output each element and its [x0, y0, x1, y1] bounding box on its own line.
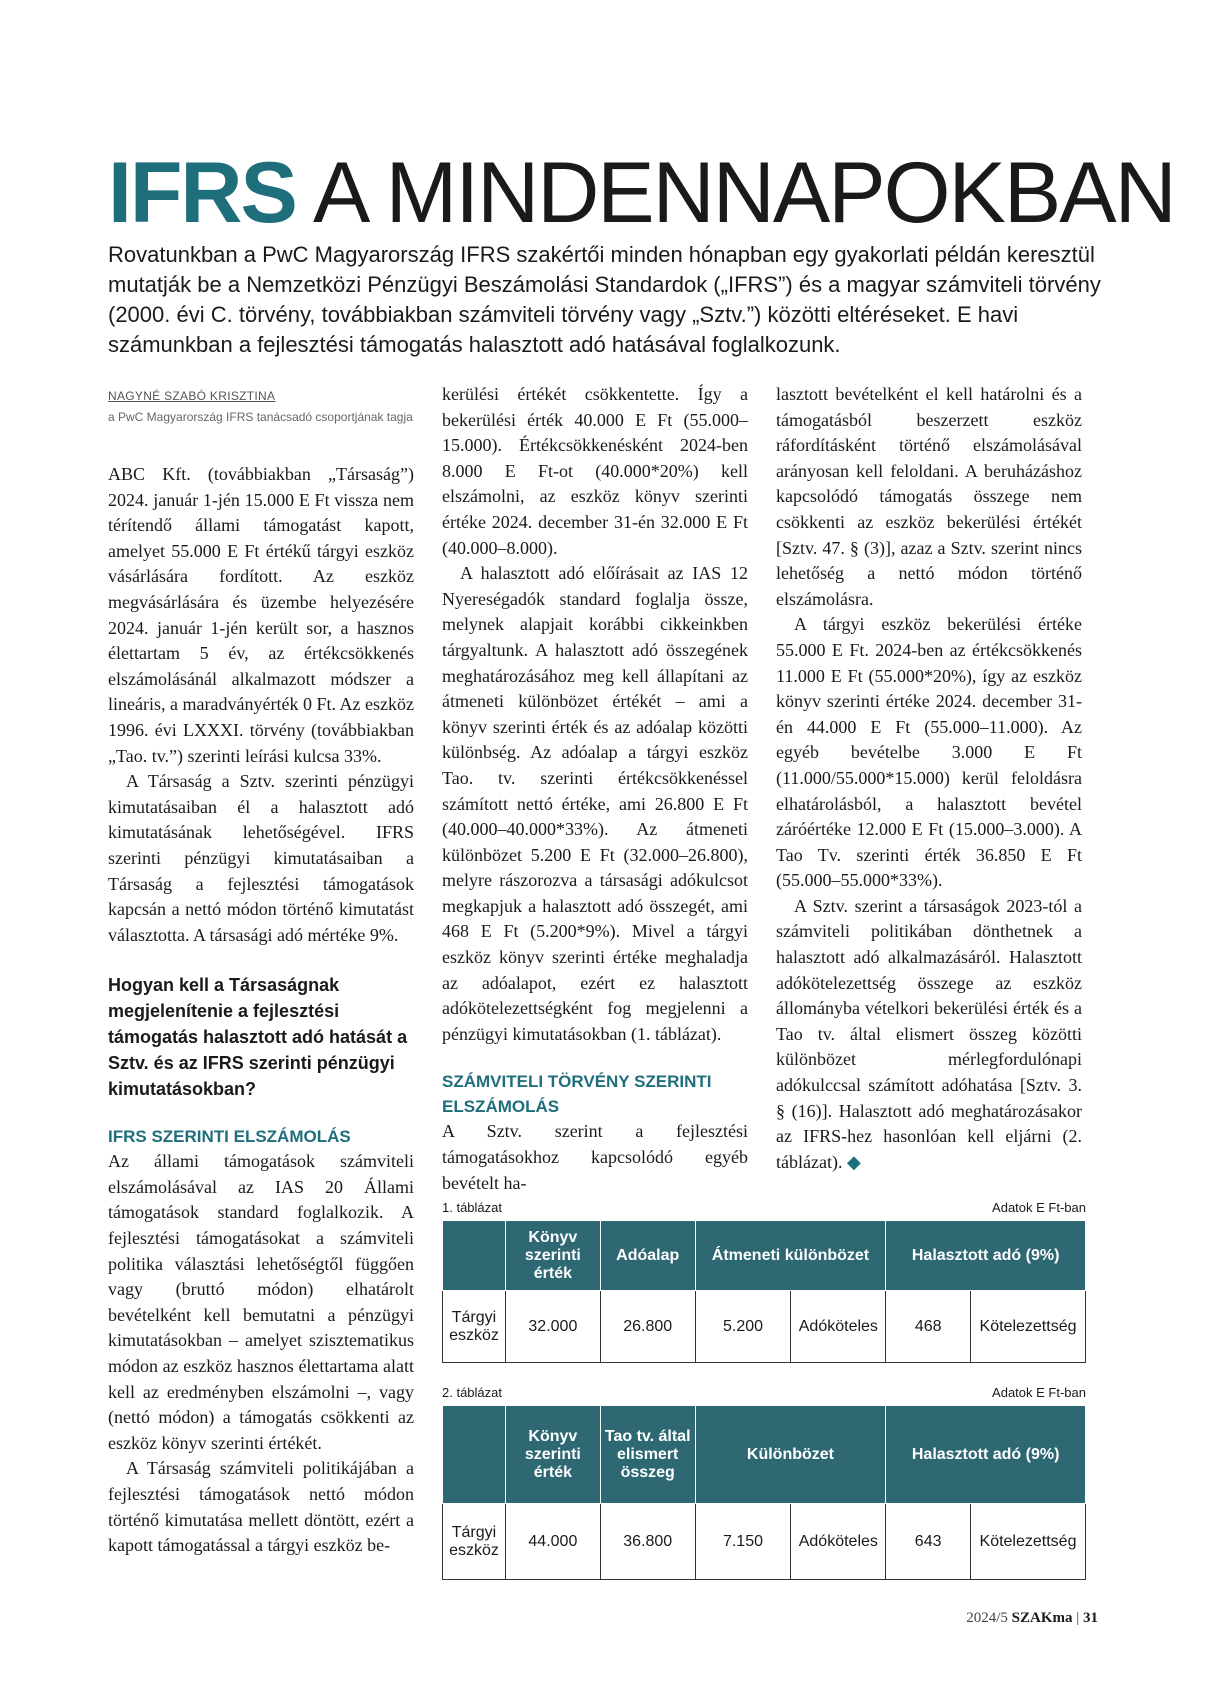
table1-unit: Adatok E Ft-ban — [992, 1200, 1086, 1215]
table1-cell-deferred: 468 — [886, 1291, 971, 1363]
table1-header-empty — [443, 1221, 506, 1291]
table2-cell-deferred: 643 — [886, 1504, 971, 1580]
table1-header-book-value: Könyv szerinti érték — [505, 1221, 600, 1291]
col3-paragraph-3 — [776, 894, 1082, 1176]
col1-paragraph-2: A Társaság a Sztv. szerinti pénzügyi kimutatásaiban él a halasztott adó kimutatásának lehetőségével. IFRS szerinti pénzügyi kimutatásaiban a Társaság a fejlesztési támogatások kapcsán a nettó módon történő kimutatást választotta. A társasági adó mértéke 9%. — [108, 771, 414, 945]
col1-paragraph-4: A Társaság számviteli politikájában a fejlesztési támogatások nettó módon történő kimutatása mellett döntött, ezért a kapott támogatással a tárgyi eszköz be- — [108, 1458, 414, 1556]
col3-paragraph-1: lasztott bevételként el kell határolni és a támogatásból beszerzett eszköz ráfordításként történő elszámolásával arányosan kell feloldani. A beruházáshoz kapcsolódó támogatás összege nem csökkenti az eszköz bekerülési értékét [Sztv. 47. § (3)], azaz a Sztv. szerint nincs lehetőség a nettó módon történő elszámolásra. — [776, 384, 1082, 609]
table2-cell-tao-value: 36.800 — [600, 1504, 695, 1580]
table2-cell-liability: Kötelezettség — [971, 1504, 1086, 1580]
table1-header-tax-base: Adóalap — [600, 1221, 695, 1291]
table2-header-book-value: Könyv szerinti érték — [505, 1406, 600, 1504]
col1-paragraph-1: ABC Kft. (továbbiakban „Társaság”) 2024. január 1-jén 15.000 E Ft vissza nem térítendő állami támogatást kapott, amelyet 55.000 E Ft értékű tárgyi eszköz vásárlására fordított. Az eszköz megvásárlására és üzembe helyezésére 2024. január 1-jén került sor, a hasznos élettartam 5 év, az értékcsökkenés elszámolásánál alkalmazott módszer a lineáris, a maradványérték 0 Ft. Az eszköz 1996. évi LXXXI. törvény (továbbiakban „Tao. tv.”) szerinti leírási kulcsa 33%. — [108, 464, 414, 766]
col3-paragraph-3-text: A Sztv. szerint a társaságok 2023-tól a számviteli politikában dönthetnek a halasztott adó alkalmazásáról. Halasztott adókötelezettség összege az eszköz állományba vételkori bekerülési érték és a Tao tv. által elismert összeg közötti különbözet mérlegfordulónapi adókulccsal számított adóhatása [Sztv. 3. § (16)]. Halasztott adó meghatározásakor az IFRS-hez hasonlóan kell eljárni (2. táblázat). — [776, 895, 1082, 1172]
table2-unit: Adatok E Ft-ban — [992, 1385, 1086, 1400]
table2-cell-diff: 7.150 — [695, 1504, 791, 1580]
page-title — [108, 145, 1175, 241]
page-number: 31 — [1083, 1610, 1098, 1626]
table1-cell-diff: 5.200 — [695, 1291, 791, 1363]
col2-paragraph-3: A Sztv. szerint a fejlesztési támogatásokhoz kapcsolódó egyéb bevételt ha- — [442, 1121, 748, 1193]
table2-caption: 2. táblázat — [442, 1385, 502, 1400]
table2-header-diff: Különbözet — [695, 1406, 886, 1504]
section-heading-ifrs: IFRS SZERINTI ELSZÁMOLÁS — [108, 1127, 351, 1147]
table1-cell-taxable: Adóköteles — [791, 1291, 886, 1363]
col3-paragraph-2: A tárgyi eszköz bekerülési értéke 55.000 E Ft. 2024-ben az értékcsökkenés 11.000 E Ft (55.000*20%), így az eszköz könyv szerinti értéke 2024. december 31-én 44.000 E Ft (55.000–11.000). Az egyéb bevételbe 3.000 E Ft (11.000/55.000*15.000) kerül feloldásra elhatárolásból, a halasztott bevétel záróértéke 12.000 E Ft (15.000–3.000). A Tao Tv. szerinti érték 36.850 E Ft (55.000–55.000*33%). — [776, 614, 1082, 891]
col2-paragraph-1: kerülési értékét csökkentette. Így a bekerülési érték 40.000 E Ft (55.000–15.000). Értékcsökkenésként 2024-ben 8.000 E Ft-ot (40.000*20%) kell elszámolni, az eszköz könyv szerinti értéke 2024. december 31-én 32.000 E Ft (40.000–8.000). — [442, 384, 748, 558]
table2-cell-taxable: Adóköteles — [791, 1504, 886, 1580]
footer-issue: 2024/5 — [966, 1610, 1008, 1626]
table1-header-deferred-tax: Halasztott adó (9%) — [886, 1221, 1086, 1291]
table2-header-row — [443, 1406, 1086, 1504]
col1-paragraph-3: Az állami támogatások számviteli elszámolásával az IAS 20 Állami támogatások standard foglalkozik. A fejlesztési támogatásokat a számviteli politika választási lehetőségtől függően vagy (bruttó módon) elhatárolt bevételként kell bemutatni a pénzügyi kimutatásokban – amelyet szisztematikus módon az eszköz hasznos élettartama alatt kell az eredményben elszámolni –, vagy (nettó módon) a támogatás csökkenti az eszköz könyv szerinti értékét. — [108, 1151, 414, 1453]
table1-header-row — [443, 1221, 1086, 1291]
table2-header-empty — [443, 1406, 506, 1504]
section-heading-sztv: SZÁMVITELI TÖRVÉNY SZERINTI ELSZÁMOLÁS — [442, 1072, 712, 1117]
table1-cell-book-value: 32.000 — [505, 1291, 600, 1363]
column-2 — [442, 382, 748, 1196]
lead-paragraph: Rovatunkban a PwC Magyarország IFRS szakértői minden hónapban egy gyakorlati példán keresztül mutatják be a Nemzetközi Pénzügyi Beszámolási Standardok („IFRS”) és a magyar számviteli törvény (2000. évi C. törvény, továbbiakban számviteli törvény vagy „Sztv.”) közötti eltéréseket. E havi számunkban a fejlesztési támogatás halasztott adó hatásával foglalkozunk. — [108, 242, 1101, 357]
table-row — [443, 1504, 1086, 1580]
table2-cell-item: Tárgyi eszköz — [443, 1504, 506, 1580]
table1-header-temp-diff: Átmeneti különbözet — [695, 1221, 886, 1291]
column-3 — [776, 382, 1082, 1175]
title-rest: A MINDENNAPOKBAN — [295, 145, 1175, 241]
table2-header-tao-value: Tao tv. által elismert összeg — [600, 1406, 695, 1504]
author-name: NAGYNÉ SZABÓ KRISZTINA — [108, 389, 276, 403]
footer-separator: | — [1076, 1610, 1080, 1626]
col2-paragraph-2: A halasztott adó előírásait az IAS 12 Nyereségadók standard foglalja össze, melynek alapjait korábbi cikkeinkben tárgyaltunk. A halasztott adó összegének meghatározásához meg kell állapítani az átmeneti különbözet értékét – ami a könyv szerinti érték és az adóalap közötti különbség. Az adóalap a tárgyi eszköz Tao. tv. szerinti értékcsökkenéssel számított nettó értéke, ami 26.800 E Ft (40.000–40.000*33%). Az átmeneti különbözet 5.200 E Ft (32.000–26.800), melyre rászorozva a társasági adókulcsot megkapjuk a halasztott adó összegét, ami 468 E Ft (5.200*9%). Mivel a tárgyi eszköz könyv szerinti értéke meghaladja az adóalapot, ezért ez halasztott adókötelezettségként fog megjelenni a pénzügyi kimutatásokban (1. táblázat). — [442, 563, 748, 1044]
table-1 — [442, 1220, 1086, 1363]
table2-header-deferred-tax: Halasztott adó (9%) — [886, 1406, 1086, 1504]
table1-cell-liability: Kötelezettség — [971, 1291, 1086, 1363]
question-box: Hogyan kell a Társaságnak megjelenítenie a fejlesztési támogatás halasztott adó hatását a Sztv. és az IFRS szerinti pénzügyi kimutatásokban? — [108, 975, 408, 1100]
page-footer — [900, 1610, 1098, 1627]
table2-cell-book-value: 44.000 — [505, 1504, 600, 1580]
column-1 — [108, 462, 414, 1559]
footer-magazine: SZAKma — [1011, 1610, 1073, 1626]
author-role: a PwC Magyarország IFRS tanácsadó csoportjának tagja — [108, 410, 413, 424]
table1-cell-tax-base: 26.800 — [600, 1291, 695, 1363]
table1-cell-item: Tárgyi eszköz — [443, 1291, 506, 1363]
table-row — [443, 1291, 1086, 1363]
author-block — [108, 388, 428, 425]
end-mark-icon: ◆ — [846, 1151, 861, 1172]
table-2 — [442, 1405, 1086, 1580]
table1-caption: 1. táblázat — [442, 1200, 502, 1215]
title-accent: IFRS — [108, 145, 296, 241]
